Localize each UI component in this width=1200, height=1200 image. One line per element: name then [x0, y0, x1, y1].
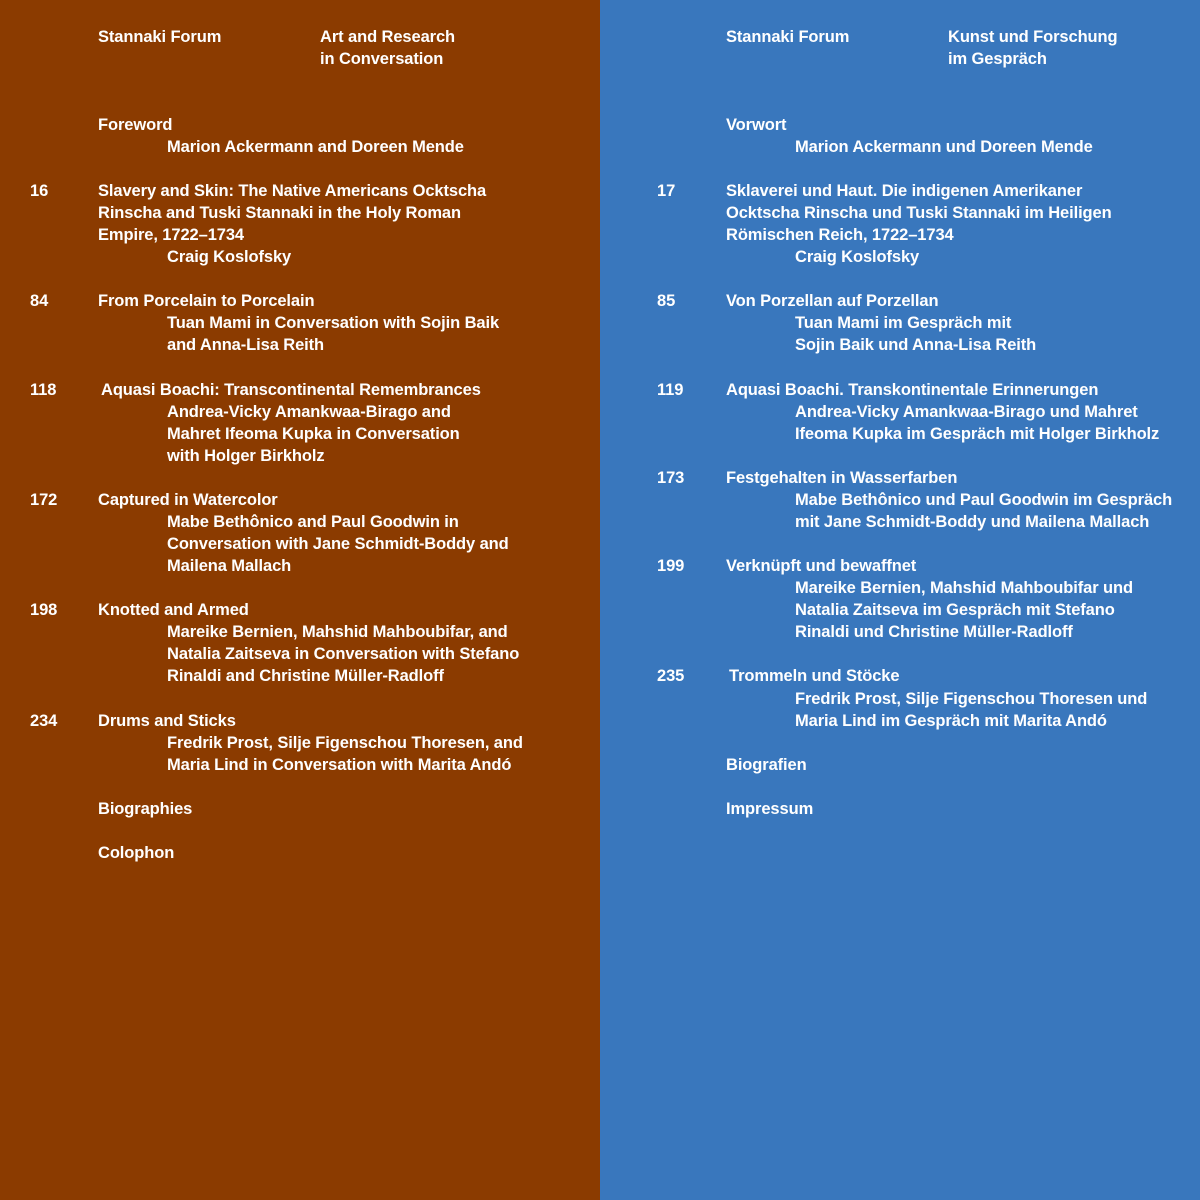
toc-entry-authors: Rinaldi und Christine Müller-Radloff — [795, 623, 1073, 641]
toc-page-number: 85 — [657, 292, 676, 310]
toc-entry-title[interactable]: Captured in Watercolor — [98, 491, 278, 509]
toc-entry-biographies[interactable]: Biographies — [98, 800, 193, 818]
toc-page-number: 234 — [30, 712, 58, 730]
book-subtitle: Kunst und Forschung — [948, 28, 1118, 46]
toc-entry-title[interactable]: Sklaverei und Haut. Die indigenen Amerikaner — [726, 182, 1083, 200]
toc-entry-authors: Mabe Bethônico and Paul Goodwin in — [167, 513, 459, 531]
book-subtitle: Art and Research — [320, 28, 456, 46]
toc-entry-authors: Tuan Mami im Gespräch mit — [795, 314, 1012, 332]
toc-page-number: 84 — [30, 292, 49, 310]
toc-entry-title[interactable]: Drums and Sticks — [98, 712, 236, 730]
toc-entry-authors: Tuan Mami in Conversation with Sojin Baik — [167, 314, 500, 332]
toc-entry-authors: Craig Koslofsky — [167, 248, 292, 266]
toc-entry-title[interactable]: Trommeln und Stöcke — [729, 667, 900, 685]
toc-entry-authors: Ifeoma Kupka im Gespräch mit Holger Birkholz — [795, 425, 1160, 443]
book-subtitle: im Gespräch — [948, 50, 1047, 68]
toc-entry-authors: Marion Ackermann und Doreen Mende — [795, 138, 1093, 156]
toc-entry-title[interactable]: From Porcelain to Porcelain — [98, 292, 315, 310]
toc-entry-title[interactable]: Empire, 1722–1734 — [98, 226, 244, 244]
toc-entry-authors: Mareike Bernien, Mahshid Mahboubifar und — [795, 579, 1133, 597]
series-title: Stannaki Forum — [726, 28, 850, 46]
toc-entry-title[interactable]: Ocktscha Rinscha und Tuski Stannaki im Heiligen — [726, 204, 1112, 222]
toc-entry-authors: mit Jane Schmidt-Boddy und Mailena Mallach — [795, 513, 1150, 531]
toc-page-number: 172 — [30, 491, 58, 509]
toc-entry-title[interactable]: Aquasi Boachi: Transcontinental Remembrances — [101, 381, 481, 399]
toc-entry-authors: Mabe Bethônico und Paul Goodwin im Gespräch — [795, 491, 1173, 509]
toc-entry-authors: Craig Koslofsky — [795, 248, 920, 266]
toc-entry-authors: Maria Lind im Gespräch mit Marita Andó — [795, 712, 1107, 730]
toc-entry-title[interactable]: Knotted and Armed — [98, 601, 249, 619]
toc-entry-title[interactable]: Slavery and Skin: The Native Americans Ocktscha — [98, 182, 487, 200]
toc-page-number: 17 — [657, 182, 676, 200]
toc-entry-authors: Natalia Zaitseva in Conversation with Stefano — [167, 645, 520, 663]
toc-entry-authors: Natalia Zaitseva im Gespräch mit Stefano — [795, 601, 1115, 619]
toc-entry-authors: and Anna-Lisa Reith — [167, 336, 325, 354]
toc-entry-colophon[interactable]: Colophon — [98, 844, 175, 862]
toc-entry-title[interactable]: Foreword — [98, 116, 173, 134]
toc-entry-authors: Rinaldi and Christine Müller-Radloff — [167, 667, 444, 685]
toc-page-number: 199 — [657, 557, 685, 575]
toc-entry-authors: Sojin Baik und Anna-Lisa Reith — [795, 336, 1037, 354]
toc-entry-authors: with Holger Birkholz — [167, 447, 325, 465]
toc-entry-authors: Fredrik Prost, Silje Figenschou Thoresen und — [795, 690, 1148, 708]
toc-page-number: 119 — [657, 381, 684, 399]
toc-entry-title[interactable]: Festgehalten in Wasserfarben — [726, 469, 958, 487]
toc-entry-title[interactable]: Rinscha and Tuski Stannaki in the Holy Roman — [98, 204, 461, 222]
toc-entry-title[interactable]: Verknüpft und bewaffnet — [726, 557, 917, 575]
toc-entry-colophon[interactable]: Impressum — [726, 800, 814, 818]
toc-entry-authors: Maria Lind in Conversation with Marita Andó — [167, 756, 512, 774]
toc-entry-authors: Mahret Ifeoma Kupka in Conversation — [167, 425, 460, 443]
toc-entry-authors: Fredrik Prost, Silje Figenschou Thoresen, and — [167, 734, 523, 752]
toc-entry-authors: Andrea-Vicky Amankwaa-Birago and — [167, 403, 451, 421]
book-subtitle: in Conversation — [320, 50, 444, 68]
toc-entry-authors: Mareike Bernien, Mahshid Mahboubifar, and — [167, 623, 508, 641]
toc-panel-german — [600, 0, 1200, 1200]
toc-entry-title[interactable]: Aquasi Boachi. Transkontinentale Erinnerungen — [726, 381, 1099, 399]
toc-entry-authors: Conversation with Jane Schmidt-Boddy and — [167, 535, 509, 553]
toc-page-number: 16 — [30, 182, 49, 200]
toc-page-number: 235 — [657, 667, 685, 685]
toc-entry-title[interactable]: Vorwort — [726, 116, 787, 134]
toc-entry-title[interactable]: Von Porzellan auf Porzellan — [726, 292, 939, 310]
series-title: Stannaki Forum — [98, 28, 222, 46]
toc-entry-biographies[interactable]: Biografien — [726, 756, 807, 774]
toc-entry-title[interactable]: Römischen Reich, 1722–1734 — [726, 226, 954, 244]
toc-entry-authors: Marion Ackermann and Doreen Mende — [167, 138, 464, 156]
toc-entry-authors: Andrea-Vicky Amankwaa-Birago und Mahret — [795, 403, 1138, 421]
toc-page-number: 118 — [30, 381, 57, 399]
toc-page-number: 173 — [657, 469, 685, 487]
toc-entry-authors: Mailena Mallach — [167, 557, 292, 575]
toc-page-number: 198 — [30, 601, 58, 619]
